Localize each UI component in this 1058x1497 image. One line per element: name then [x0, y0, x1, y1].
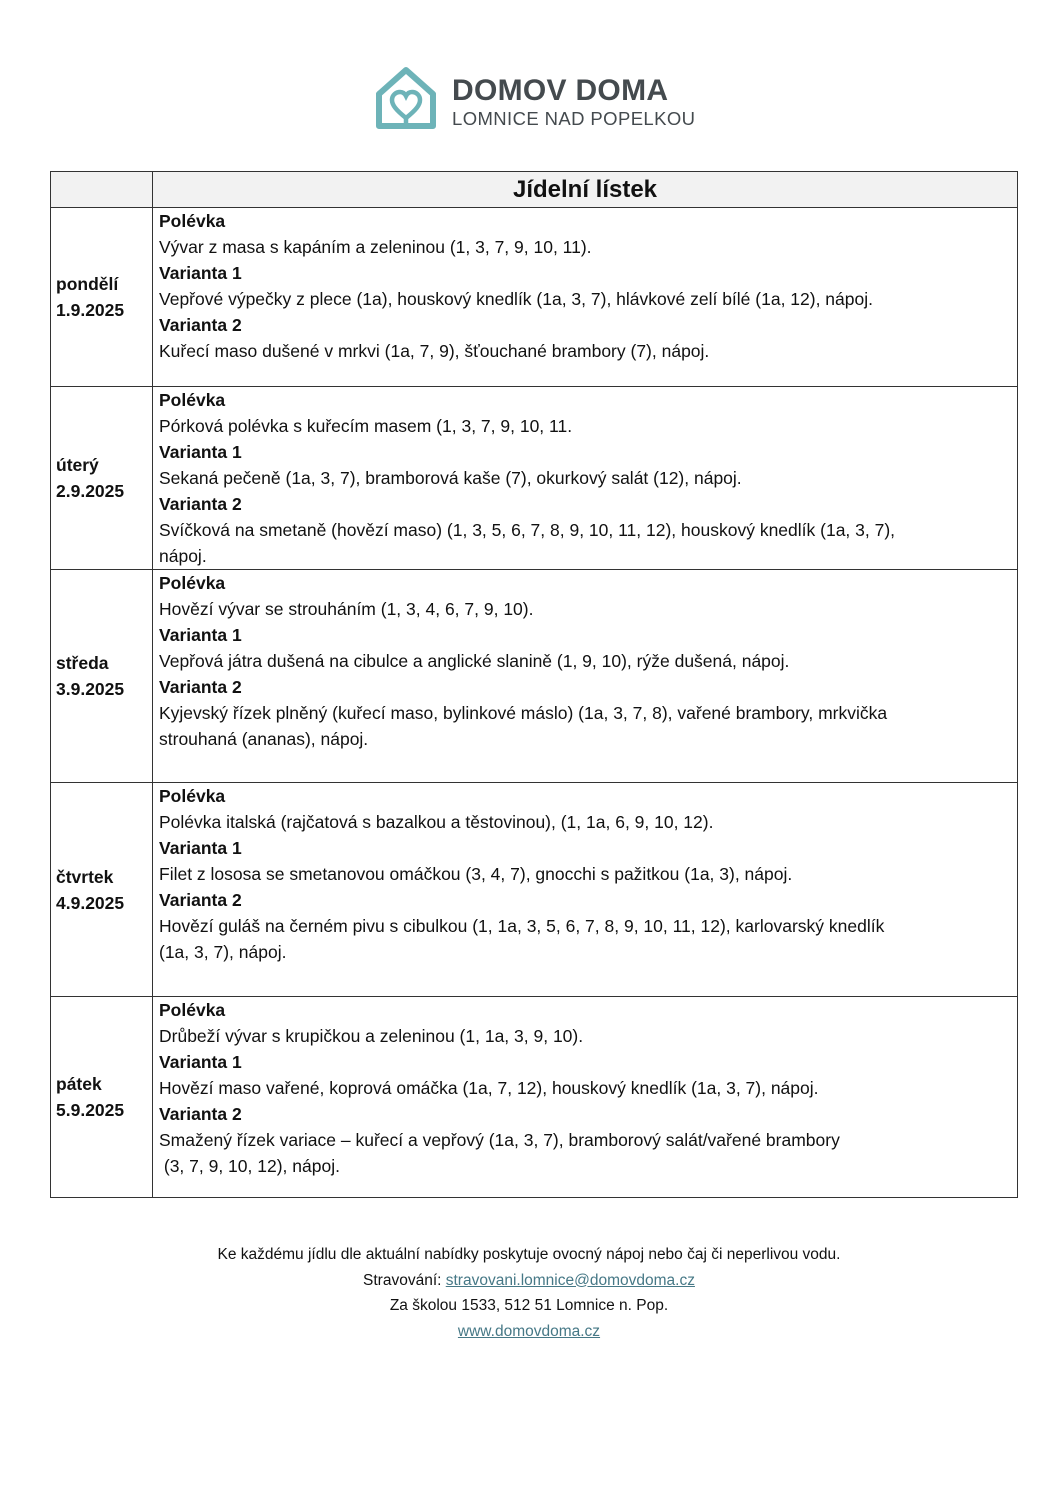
section-heading: Varianta 1	[159, 442, 242, 462]
day-row	[51, 208, 1018, 387]
dish-line: strouhaná (ananas), nápoj.	[159, 729, 369, 749]
day-cell	[51, 387, 153, 570]
day-date: 4.9.2025	[56, 892, 125, 913]
table-header-row	[51, 172, 1018, 208]
day-name: úterý	[56, 455, 99, 475]
section-heading: Varianta 1	[159, 625, 242, 645]
menu-title: Jídelní lístek	[153, 172, 1018, 208]
section-heading: Varianta 2	[159, 315, 242, 335]
day-row	[51, 997, 1018, 1198]
day-cell	[51, 783, 153, 997]
day-menu-cell	[153, 208, 1018, 387]
day-name: pondělí	[56, 274, 119, 294]
section-heading: Polévka	[159, 573, 226, 593]
footer-address: Za školou 1533, 512 51 Lomnice n. Pop.	[389, 1297, 669, 1314]
dish-line: Kuřecí maso dušené v mrkvi (1a, 7, 9), šťouchané brambory (7), nápoj.	[159, 341, 710, 361]
website-link[interactable]: www.domovdoma.cz	[457, 1322, 601, 1340]
footer	[0, 1242, 1058, 1344]
day-menu-cell	[153, 997, 1018, 1198]
section-heading: Varianta 2	[159, 494, 242, 514]
dish-line: Vepřová játra dušená na cibulce a anglické slanině (1, 9, 10), rýže dušená, nápoj.	[159, 651, 790, 671]
day-name: čtvrtek	[56, 866, 114, 887]
logo-subtitle: LOMNICE NAD POPELKOU	[452, 108, 696, 129]
day-date: 2.9.2025	[56, 481, 125, 501]
day-date: 5.9.2025	[56, 1100, 125, 1120]
dish-line: (1a, 3, 7), nápoj.	[159, 942, 287, 962]
dish-line: Hovězí guláš na černém pivu s cibulkou (1, 1a, 3, 5, 6, 7, 8, 9, 10, 11, 12), karlovarský knedlík	[159, 916, 885, 936]
catering-email-link[interactable]: stravovani.lomnice@domovdoma.cz	[445, 1271, 695, 1289]
section-heading: Varianta 1	[159, 263, 242, 283]
menu-table	[50, 171, 1018, 1198]
section-heading: Varianta 2	[159, 1104, 242, 1124]
section-heading: Varianta 2	[159, 677, 242, 697]
dish-line: Pórková polévka s kuřecím masem (1, 3, 7, 9, 10, 11.	[159, 416, 573, 436]
day-cell	[51, 208, 153, 387]
section-heading: Polévka	[159, 786, 226, 806]
dish-line: (3, 7, 9, 10, 12), nápoj.	[159, 1156, 340, 1176]
dish-line: Polévka italská (rajčatová s bazalkou a těstovinou), (1, 1a, 6, 9, 10, 12).	[159, 812, 714, 832]
catering-label: Stravování:	[363, 1271, 446, 1289]
section-heading: Polévka	[159, 390, 226, 410]
day-cell	[51, 570, 153, 783]
logo	[368, 62, 700, 142]
day-row	[51, 570, 1018, 783]
day-name: pátek	[56, 1074, 102, 1094]
dish-line: Smažený řízek variace – kuřecí a vepřový (1a, 3, 7), bramborový salát/vařené brambory	[159, 1130, 840, 1150]
section-heading: Varianta 1	[159, 838, 242, 858]
day-row	[51, 387, 1018, 570]
logo-name: DOMOV DOMA	[452, 74, 669, 107]
day-menu-cell	[153, 783, 1018, 997]
house-heart-icon	[374, 64, 438, 130]
day-menu-cell	[153, 570, 1018, 783]
day-menu-cell	[153, 387, 1018, 570]
section-heading: Polévka	[159, 1000, 226, 1020]
section-heading: Varianta 1	[159, 1052, 242, 1072]
day-row	[51, 783, 1018, 997]
dish-line: Vývar z masa s kapáním a zeleninou (1, 3, 7, 9, 10, 11).	[159, 237, 592, 257]
header-corner-cell	[51, 172, 153, 208]
day-date: 3.9.2025	[56, 679, 125, 699]
dish-line: Drůbeží vývar s krupičkou a zeleninou (1, 1a, 3, 9, 10).	[159, 1026, 584, 1046]
dish-line: Filet z lososa se smetanovou omáčkou (3, 4, 7), gnocchi s pažitkou (1a, 3), nápoj.	[159, 864, 793, 884]
dish-line: Hovězí maso vařené, koprová omáčka (1a, 7, 12), houskový knedlík (1a, 3, 7), nápoj.	[159, 1078, 819, 1098]
dish-line: Vepřové výpečky z plece (1a), houskový knedlík (1a, 3, 7), hlávkové zelí bílé (1a, 12), nápoj.	[159, 289, 873, 309]
section-heading: Polévka	[159, 211, 226, 231]
dish-line: Kyjevský řízek plněný (kuřecí maso, bylinkové máslo) (1a, 3, 7, 8), vařené brambory, mrkvička	[159, 703, 888, 723]
day-name: středa	[56, 653, 109, 673]
footer-note: Ke každému jídlu dle aktuální nabídky poskytuje ovocný nápoj nebo čaj či neperlivou vodu.	[217, 1246, 841, 1263]
dish-line: nápoj.	[159, 546, 207, 566]
dish-line: Svíčková na smetaně (hovězí maso) (1, 3, 5, 6, 7, 8, 9, 10, 11, 12), houskový knedlík (1a, 3, 7),	[159, 520, 896, 540]
footer-catering	[0, 1268, 1058, 1294]
menu-body	[51, 208, 1018, 1198]
dish-line: Sekaná pečeně (1a, 3, 7), bramborová kaše (7), okurkový salát (12), nápoj.	[159, 468, 742, 488]
day-date: 1.9.2025	[56, 300, 125, 320]
dish-line: Hovězí vývar se strouháním (1, 3, 4, 6, 7, 9, 10).	[159, 599, 534, 619]
day-cell	[51, 997, 153, 1198]
section-heading: Varianta 2	[159, 890, 242, 910]
